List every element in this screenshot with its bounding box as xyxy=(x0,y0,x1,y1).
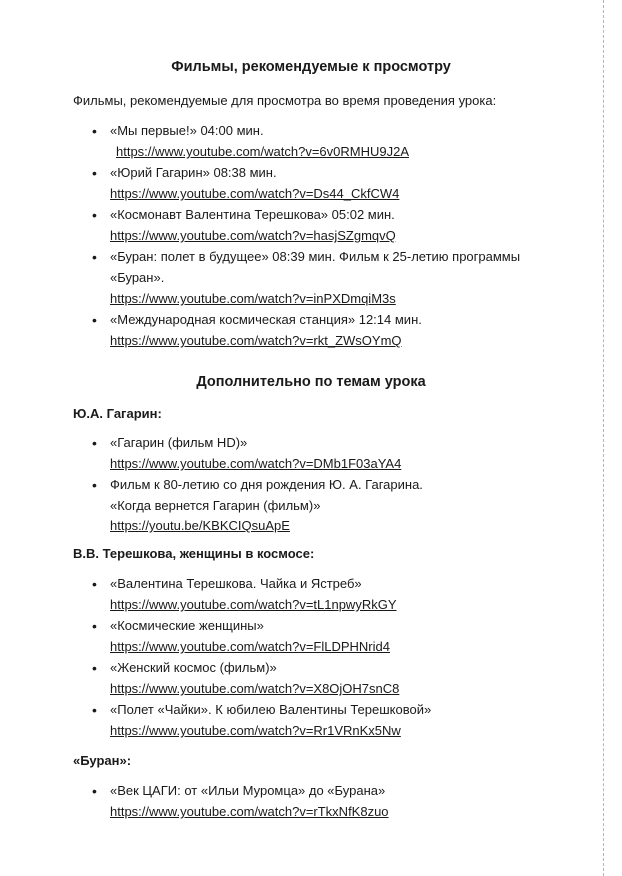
bullet: • xyxy=(92,618,97,634)
main-title: Фильмы, рекомендуемые к просмотру xyxy=(171,59,451,75)
bullet: • xyxy=(92,435,97,451)
film-link[interactable]: https://www.youtube.com/watch?v=6v0RMHU9J2A xyxy=(116,144,409,159)
bullet: • xyxy=(92,165,97,181)
film-title: «Век ЦАГИ: от «Ильи Муромца» до «Бурана» xyxy=(110,783,386,798)
film-title-continued: «Буран». xyxy=(110,270,165,285)
bullet: • xyxy=(92,660,97,676)
film-link[interactable]: https://www.youtube.com/watch?v=X8OjOH7snC8 xyxy=(110,681,400,696)
bullet: • xyxy=(92,312,97,328)
film-link[interactable]: https://www.youtube.com/watch?v=DMb1F03aYA4 xyxy=(110,456,402,471)
film-link[interactable]: https://www.youtube.com/watch?v=Rr1VRnKx5Nw xyxy=(110,723,401,738)
film-title: Фильм к 80-летию со дня рождения Ю. А. Гагарина. xyxy=(110,477,423,492)
bullet: • xyxy=(92,249,97,265)
film-title: «Буран: полет в будущее» 08:39 мин. Фильм к 25-летию программы xyxy=(110,249,521,264)
additional-title: Дополнительно по темам урока xyxy=(196,374,426,390)
bullet: • xyxy=(92,207,97,223)
film-link[interactable]: https://www.youtube.com/watch?v=hasjSZgmqvQ xyxy=(110,228,396,243)
film-title: «Международная космическая станция» 12:14 мин. xyxy=(110,312,422,327)
bullet: • xyxy=(92,702,97,718)
bullet: • xyxy=(92,783,97,799)
film-title: «Гагарин (фильм HD)» xyxy=(110,435,248,450)
film-link[interactable]: https://youtu.be/KBKCIQsuApE xyxy=(110,518,290,533)
film-title: «Женский космос (фильм)» xyxy=(110,660,277,675)
film-title: «Валентина Терешкова. Чайка и Ястреб» xyxy=(110,576,362,591)
film-link[interactable]: https://www.youtube.com/watch?v=tL1npwyRkGY xyxy=(110,597,397,612)
bullet: • xyxy=(92,477,97,493)
intro-text: Фильмы, рекомендуемые для просмотра во время проведения урока: xyxy=(73,93,497,108)
film-title: «Космонавт Валентина Терешкова» 05:02 мин. xyxy=(110,207,395,222)
section-heading-gagarin: Ю.А. Гагарин: xyxy=(73,406,162,421)
film-title: «Мы первые!» 04:00 мин. xyxy=(110,123,264,138)
film-link[interactable]: https://www.youtube.com/watch?v=inPXDmqiM3s xyxy=(110,291,396,306)
bullet: • xyxy=(92,123,97,139)
film-link[interactable]: https://www.youtube.com/watch?v=FlLDPHNrid4 xyxy=(110,639,390,654)
film-link[interactable]: https://www.youtube.com/watch?v=rTkxNfK8zuo xyxy=(110,804,389,819)
film-link[interactable]: https://www.youtube.com/watch?v=rkt_ZWsOYmQ xyxy=(110,333,402,348)
film-title-continued: «Когда вернется Гагарин (фильм)» xyxy=(110,498,321,513)
film-title: «Юрий Гагарин» 08:38 мин. xyxy=(110,165,277,180)
film-link[interactable]: https://www.youtube.com/watch?v=Ds44_CkfCW4 xyxy=(110,186,400,201)
section-heading-tereshkova: В.В. Терешкова, женщины в космосе: xyxy=(73,546,315,561)
film-title: «Космические женщины» xyxy=(110,618,264,633)
scan-edge-line xyxy=(603,0,604,876)
film-title: «Полет «Чайки». К юбилею Валентины Терешковой» xyxy=(110,702,432,717)
section-heading-buran: «Буран»: xyxy=(73,753,132,768)
bullet: • xyxy=(92,576,97,592)
